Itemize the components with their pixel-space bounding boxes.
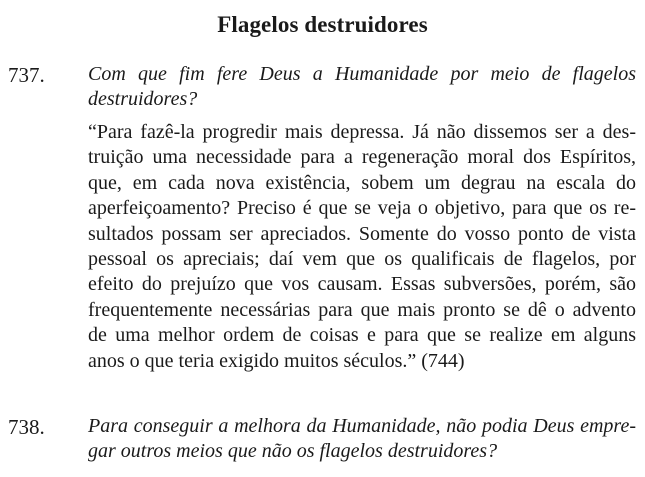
answer-text [88, 120, 636, 374]
question-number: 738. [8, 415, 45, 439]
question-number: 737. [8, 63, 45, 87]
answer-line: de uma melhor ordem de coisas e para que se realize em alguns [88, 324, 636, 347]
question-line: gar outros meios que não os flagelos destruidores? [88, 440, 498, 463]
answer-line: sultados possam ser apreciados. Somente do vosso ponto de vista [88, 222, 636, 245]
answer-line: pessoal os apreciais; daí vem que os qualificais de flagelos, por [88, 248, 636, 271]
question-text [88, 62, 636, 113]
answer-line: “Para fazê-la progredir mais depressa. Já não dissemos ser a des- [88, 121, 636, 143]
answer-line: aperfeiçoamento? Preciso é que se veja o objetivo, para que os re- [88, 197, 636, 220]
answer-line: truição uma necessidade para a regeneração moral dos Espíritos, [88, 146, 636, 169]
answer-line: anos o que teria exigido muitos séculos.” (744) [88, 349, 465, 372]
question-line: Para conseguir a melhora da Humanidade, não podia Deus empre- [88, 415, 636, 437]
answer-line: efeito do prejuízo que vos causam. Essas subversões, porém, são [88, 273, 636, 296]
question-line: destruidores? [88, 88, 198, 111]
question-line: Com que fim fere Deus a Humanidade por meio de flagelos [88, 63, 636, 85]
answer-line: frequentemente necessárias para que mais pronto se dê o advento [88, 298, 636, 321]
answer-line: que, em cada nova existência, sobem um degrau na escala do [88, 171, 636, 194]
question-text [88, 414, 636, 465]
section-title: Flagelos destruidores [217, 12, 428, 37]
